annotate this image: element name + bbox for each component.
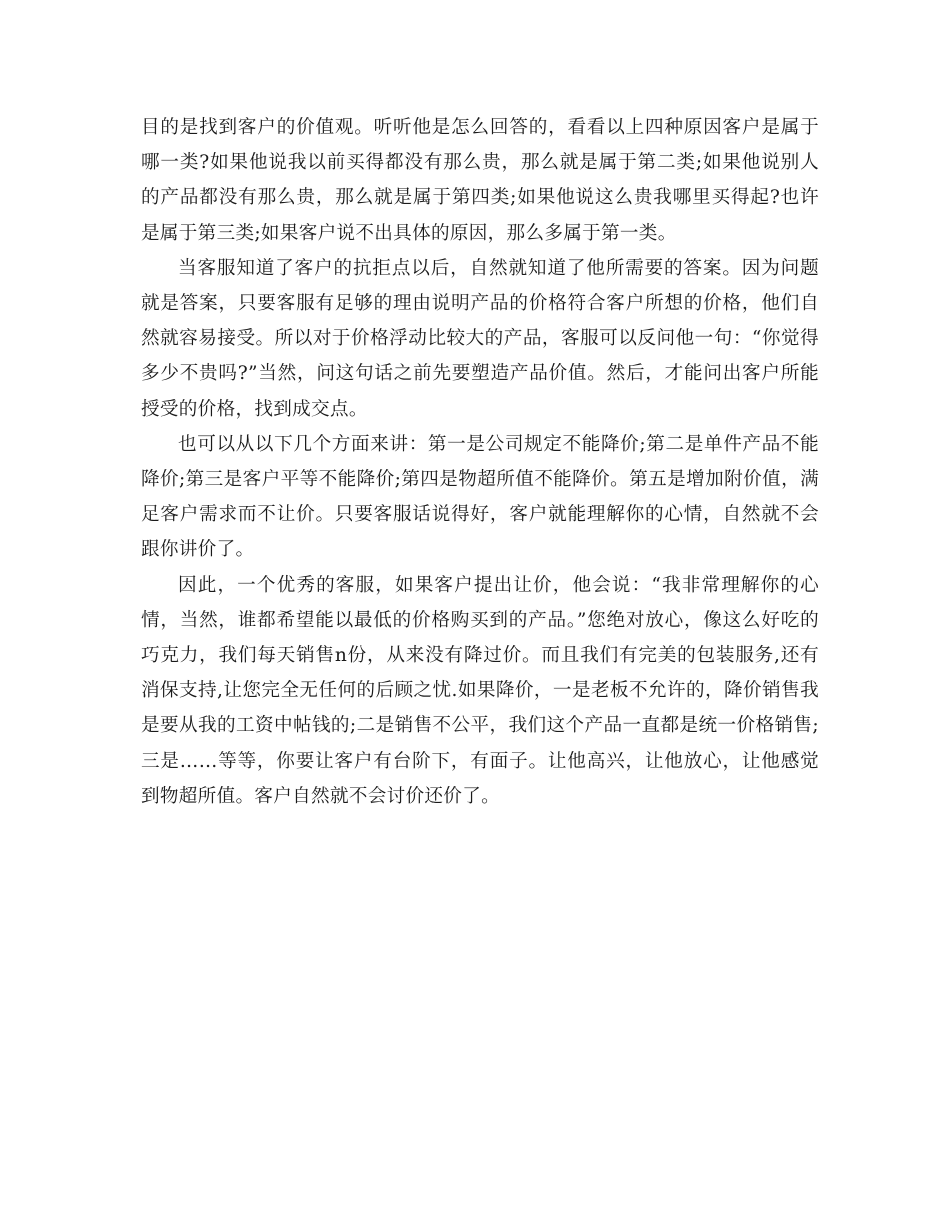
paragraph-4: 因此，一个优秀的客服，如果客户提出让价，他会说：“我非常理解你的心情，当然，谁都希望能以最低的价格购买到的产品。”您绝对放心，像这么好吃的巧克力，我们每天销售n份，从来没有降过价。而且我们有完美的包装服务,还有消保支持,让您完全无任何的后顾之忧.如果降价，一是老板不允许的，降价销售我是要从我的工资中帖钱的;二是销售不公平，我们这个产品一直都是统一价格销售;三是……等等，你要让客户有台阶下，有面子。让他高兴，让他放心，让他感觉到物超所值。客户自然就不会讨价还价了。 bbox=[141, 574, 819, 807]
paragraph-1: 目的是找到客户的价值观。听听他是怎么回答的，看看以上四种原因客户是属于哪一类?如果他说我以前买得都没有那么贵，那么就是属于第二类;如果他说别人的产品都没有那么贵，那么就是属于第四类;如果他说这么贵我哪里买得起?也许是属于第三类;如果客户说不出具体的原因，那么多属于第一类。 bbox=[141, 117, 819, 244]
paragraph-2: 当客服知道了客户的抗拒点以后，自然就知道了他所需要的答案。因为问题就是答案，只要客服有足够的理由说明产品的价格符合客户所想的价格，他们自然就容易接受。所以对于价格浮动比较大的产品，客服可以反问他一句：“你觉得多少不贵吗?”当然，问这句话之前先要塑造产品价值。然后，才能问出客户所能授受的价格，找到成交点。 bbox=[141, 257, 819, 420]
paragraph-3: 也可以从以下几个方面来讲：第一是公司规定不能降价;第二是单件产品不能降价;第三是客户平等不能降价;第四是物超所值不能降价。第五是增加附价值，满足客户需求而不让价。只要客服话说得好，客户就能理解你的心情，自然就不会跟你讲价了。 bbox=[141, 433, 819, 561]
document-body bbox=[141, 110, 819, 814]
